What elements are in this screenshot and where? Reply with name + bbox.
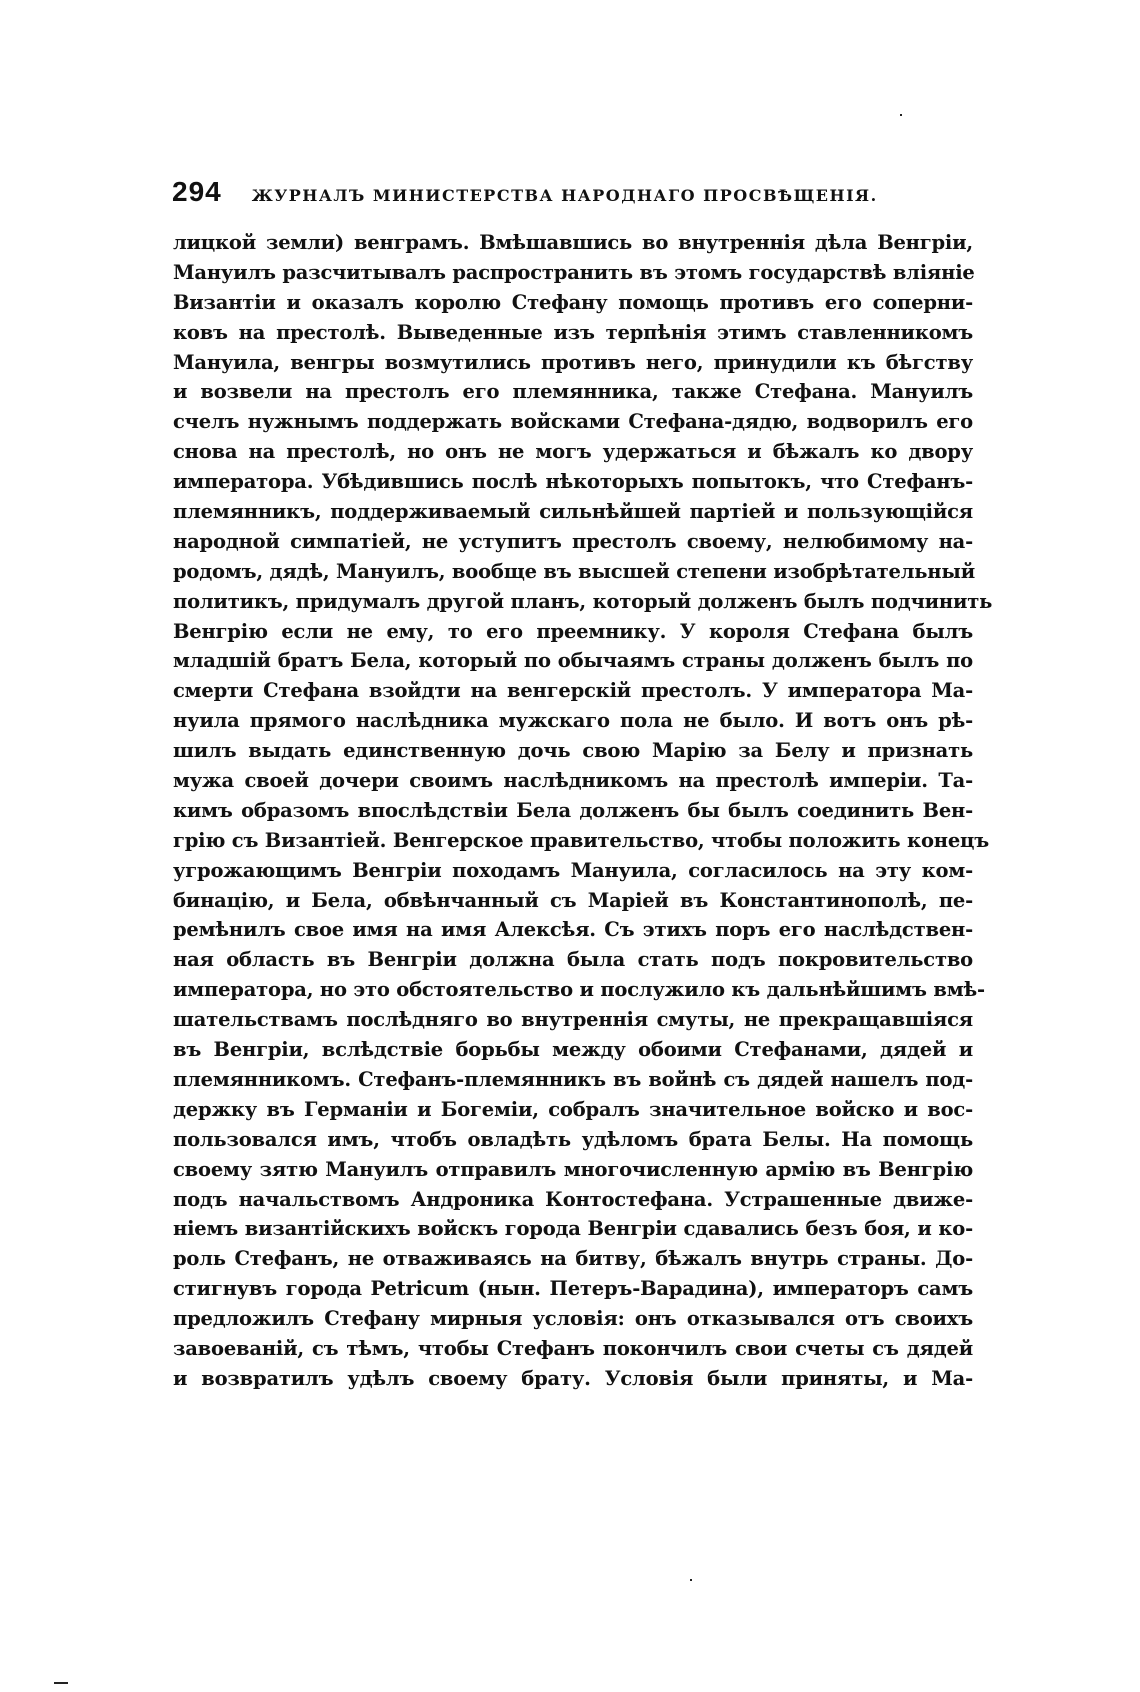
body-text [173,228,993,1394]
text-line: племянникомъ. Стефанъ-племянникъ въ войнѣ съ дядей нашелъ под- [173,1067,973,1091]
text-line: политикъ, придумалъ другой планъ, который долженъ былъ подчинить [173,589,993,613]
text-line: подъ начальствомъ Андроника Контостефана. Устрашенные движе- [173,1187,973,1211]
text-line: предложилъ Стефану мирныя условія: онъ отказывался отъ своихъ [173,1307,973,1331]
text-line: въ Венгріи, вслѣдствіе борьбы между обоими Стефанами, дядей и [173,1038,973,1062]
text-line: Мануилъ разсчитывалъ распространить въ этомъ государствѣ вліяніе [173,260,975,284]
text-line: бинацію, и Бела, обвѣнчанный съ Маріей въ Константинополѣ, пе- [173,888,973,912]
text-line: лицкой земли) венграмъ. Вмѣшавшись во внутреннія дѣла Венгріи, [173,231,973,254]
text-line: и возвели на престолъ его племянника, также Стефана. Мануилъ [173,380,973,404]
text-line: угрожающимъ Венгріи походамъ Мануила, согласилось на эту ком- [173,858,973,882]
text-line: и возвратилъ удѣлъ своему брату. Условія были приняты, и Ма- [173,1366,973,1390]
text-line: родомъ, дядѣ, Мануилъ, вообще въ высшей степени изобрѣтательный [173,559,975,583]
text-line: ковъ на престолѣ. Выведенные изъ терпѣнія этимъ ставленникомъ [173,320,973,344]
text-line: нуила прямого наслѣдника мужскаго пола не было. И вотъ онъ рѣ- [173,709,973,733]
text-line: держку въ Германіи и Богеміи, собралъ значительное войско и вос- [173,1097,973,1121]
text-line: императора. Убѣдившись послѣ нѣкоторыхъ попытокъ, что Стефанъ- [173,470,973,494]
text-line: грію съ Византіей. Венгерское правительство, чтобы положить конецъ [173,828,989,852]
print-speck [900,114,902,116]
text-line: смерти Стефана взойдти на венгерскій престолъ. У императора Ма- [173,679,973,703]
print-mark [54,1682,68,1684]
text-line: снова на престолѣ, но онъ не могъ удержаться и бѣжалъ ко двору [173,440,973,464]
text-line: мужа своей дочери своимъ наслѣдникомъ на престолѣ имперіи. Та- [173,769,973,793]
text-line: завоеваній, съ тѣмъ, чтобы Стефанъ покончилъ свои счеты съ дядей [173,1336,973,1360]
running-head: ЖУРНАЛЪ МИНИСТЕРСТВА НАРОДНАГО ПРОСВѢЩЕНІЯ. [251,186,878,205]
text-line: племянникъ, поддерживаемый сильнѣйшей партіей и пользующійся [173,500,973,524]
text-line: ремѣнилъ свое имя на имя Алексѣя. Съ этихъ поръ его наслѣдствен- [173,918,973,942]
print-speck [690,1579,692,1581]
text-line: младшій братъ Бела, который по обычаямъ страны долженъ былъ по [173,649,973,673]
page-number: 294 [172,176,222,207]
text-line: кимъ образомъ впослѣдствіи Бела долженъ бы былъ соединить Вен- [173,798,973,822]
text-line: Мануила, венгры возмутились противъ него, принудили къ бѣгству [173,350,973,374]
text-line: роль Стефанъ, не отваживаясь на битву, бѣжалъ внутрь страны. До- [173,1247,973,1271]
text-line: Византіи и оказалъ королю Стефану помощь противъ его соперни- [173,290,973,314]
text-line: пользовался имъ, чтобъ овладѣть удѣломъ брата Белы. На помощь [173,1127,973,1151]
text-line: стигнувъ города Petricum (нын. Петеръ-Варадина), императоръ самъ [173,1277,973,1301]
text-line: народной симпатіей, не уступитъ престолъ своему, нелюбимому на- [173,529,973,553]
text-line: шательствамъ послѣдняго во внутреннія смуты, не прекращавшіяся [173,1008,973,1032]
text-line: ная область въ Венгріи должна была стать подъ покровительство [173,948,973,972]
text-line: ніемъ византійскихъ войскъ города Венгріи сдавались безъ боя, и ко- [173,1217,973,1241]
text-line: Венгрію если не ему, то его преемнику. У короля Стефана былъ [173,619,973,643]
text-line: счелъ нужнымъ поддержать войсками Стефана-дядю, водворилъ его [173,410,973,434]
text-line: своему зятю Мануилъ отправилъ многочисленную армію въ Венгрію [173,1157,973,1181]
text-line: шилъ выдать единственную дочь свою Марію за Белу и признать [173,739,973,763]
text-line: императора, но это обстоятельство и послужило къ дальнѣйшимъ вмѣ- [173,978,985,1002]
page-header [172,176,972,216]
